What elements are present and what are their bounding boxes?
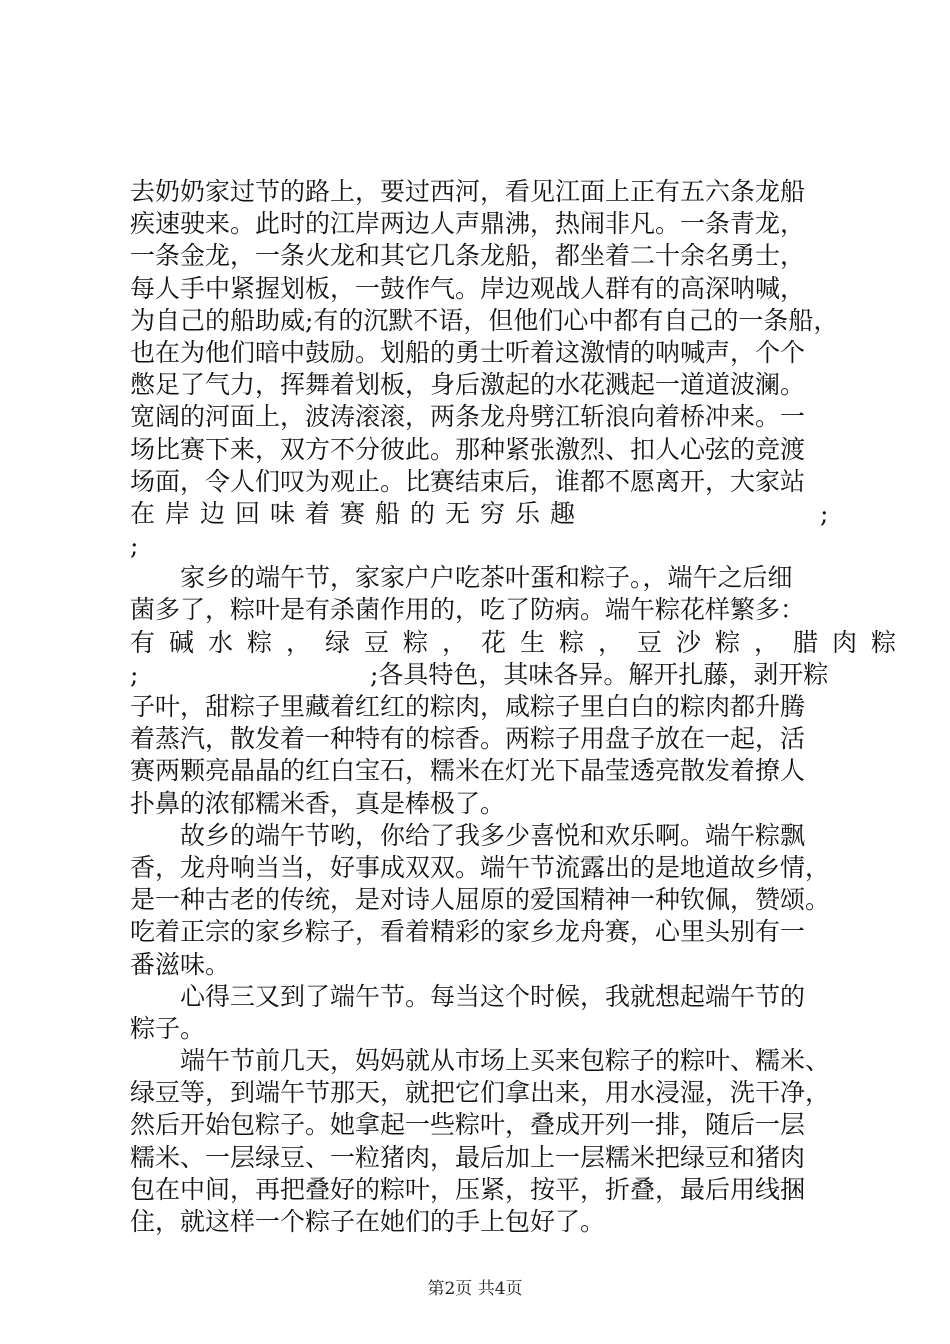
text-segment: 在岸边回味着赛船的无穷乐趣 xyxy=(130,498,586,528)
text-line: 家乡的端午节，家家户户吃茶叶蛋和粽子。，端午之后细 xyxy=(130,563,793,593)
text-line: 然后开始包粽子。她拿起一些粽叶，叠成开列一排，随后一层 xyxy=(130,1110,806,1140)
text-line: 有碱水粽，绿豆粽，花生粽，豆沙粽，腊肉粽 xyxy=(130,627,911,657)
text-line: 吃着正宗的家乡粽子，看着精彩的家乡龙舟赛，心里头别有一 xyxy=(130,917,806,947)
page-number-label: 第2页 共4页 xyxy=(427,1279,523,1299)
text-line: 绿豆等，到端午节那天，就把它们拿出来，用水浸湿，洗干净， xyxy=(130,1078,831,1108)
text-line: 扑鼻的浓郁糯米香，真是棒极了。 xyxy=(130,788,506,818)
text-line: 为自己的船助威;有的沉默不语，但他们心中都有自己的一条船， xyxy=(130,305,839,335)
text-line: 故乡的端午节哟，你给了我多少喜悦和欢乐啊。端午粽飘 xyxy=(130,820,806,850)
text-line: 也在为他们暗中鼓励。划船的勇士听着这激情的呐喊声，个个 xyxy=(130,337,806,367)
text-line-with-trailing-semicolon xyxy=(130,498,830,530)
text-line: 疾速驶来。此时的江岸两边人声鼎沸，热闹非凡。一条青龙， xyxy=(130,209,806,239)
text-line: 香，龙舟响当当，好事成双双。端午节流露出的是地道故乡情， xyxy=(130,852,831,882)
text-line: 子叶，甜粽子里藏着红红的粽肉，咸粽子里白白的粽肉都升腾 xyxy=(130,692,806,721)
text-line: ; xyxy=(130,531,139,561)
text-line: 宽阔的河面上，波涛滚滚，两条龙舟劈江斩浪向着桥冲来。一 xyxy=(130,402,806,432)
semicolon-mark: ; xyxy=(130,659,139,689)
text-line-with-gap xyxy=(130,659,830,691)
text-line: 赛两颗亮晶晶的红白宝石，糯米在灯光下晶莹透亮散发着撩人 xyxy=(130,756,806,786)
page-footer xyxy=(0,1278,950,1300)
text-line: 憋足了气力，挥舞着划板，身后激起的水花溅起一道道波澜。 xyxy=(130,370,806,400)
text-line: 心得三又到了端午节。每当这个时候，我就想起端午节的 xyxy=(130,981,806,1011)
text-line: 菌多了，粽叶是有杀菌作用的，吃了防病。端午粽花样繁多： xyxy=(130,595,806,625)
text-line: 端午节前几天，妈妈就从市场上买来包粽子的粽叶、糯米、 xyxy=(130,1046,831,1076)
text-line: 着蒸汽，散发着一种特有的棕香。两粽子用盘子放在一起，活 xyxy=(130,724,806,754)
text-line: 每人手中紧握划板，一鼓作气。岸边观战人群有的高深呐喊， xyxy=(130,273,806,303)
text-line: 粽子。 xyxy=(130,1013,206,1043)
text-line: 一条金龙，一条火龙和其它几条龙船，都坐着二十余名勇士， xyxy=(130,241,806,271)
text-line: 住，就这样一个粽子在她们的手上包好了。 xyxy=(130,1207,606,1236)
text-line: 是一种古老的传统，是对诗人屈原的爱国精神一种钦佩，赞颂。 xyxy=(130,885,831,915)
text-line: 糯米、一层绿豆、一粒猪肉，最后加上一层糯米把绿豆和猪肉 xyxy=(130,1142,806,1172)
text-segment: ;各具特色，其味各异。解开扎藤，剥开粽 xyxy=(370,659,829,689)
text-line: 场比赛下来，双方不分彼此。那种紧张激烈、扣人心弦的竞渡 xyxy=(130,434,806,464)
document-body xyxy=(130,176,911,1238)
text-line: 去奶奶家过节的路上，要过西河，看见江面上正有五六条龙船 xyxy=(130,177,806,206)
semicolon-mark: ; xyxy=(820,498,829,528)
text-line: 场面，令人们叹为观止。比赛结束后，谁都不愿离开，大家站 xyxy=(130,466,806,496)
text-line: 包在中间，再把叠好的粽叶，压紧，按平，折叠，最后用线捆 xyxy=(130,1174,806,1204)
text-line: 番滋味。 xyxy=(130,949,231,979)
